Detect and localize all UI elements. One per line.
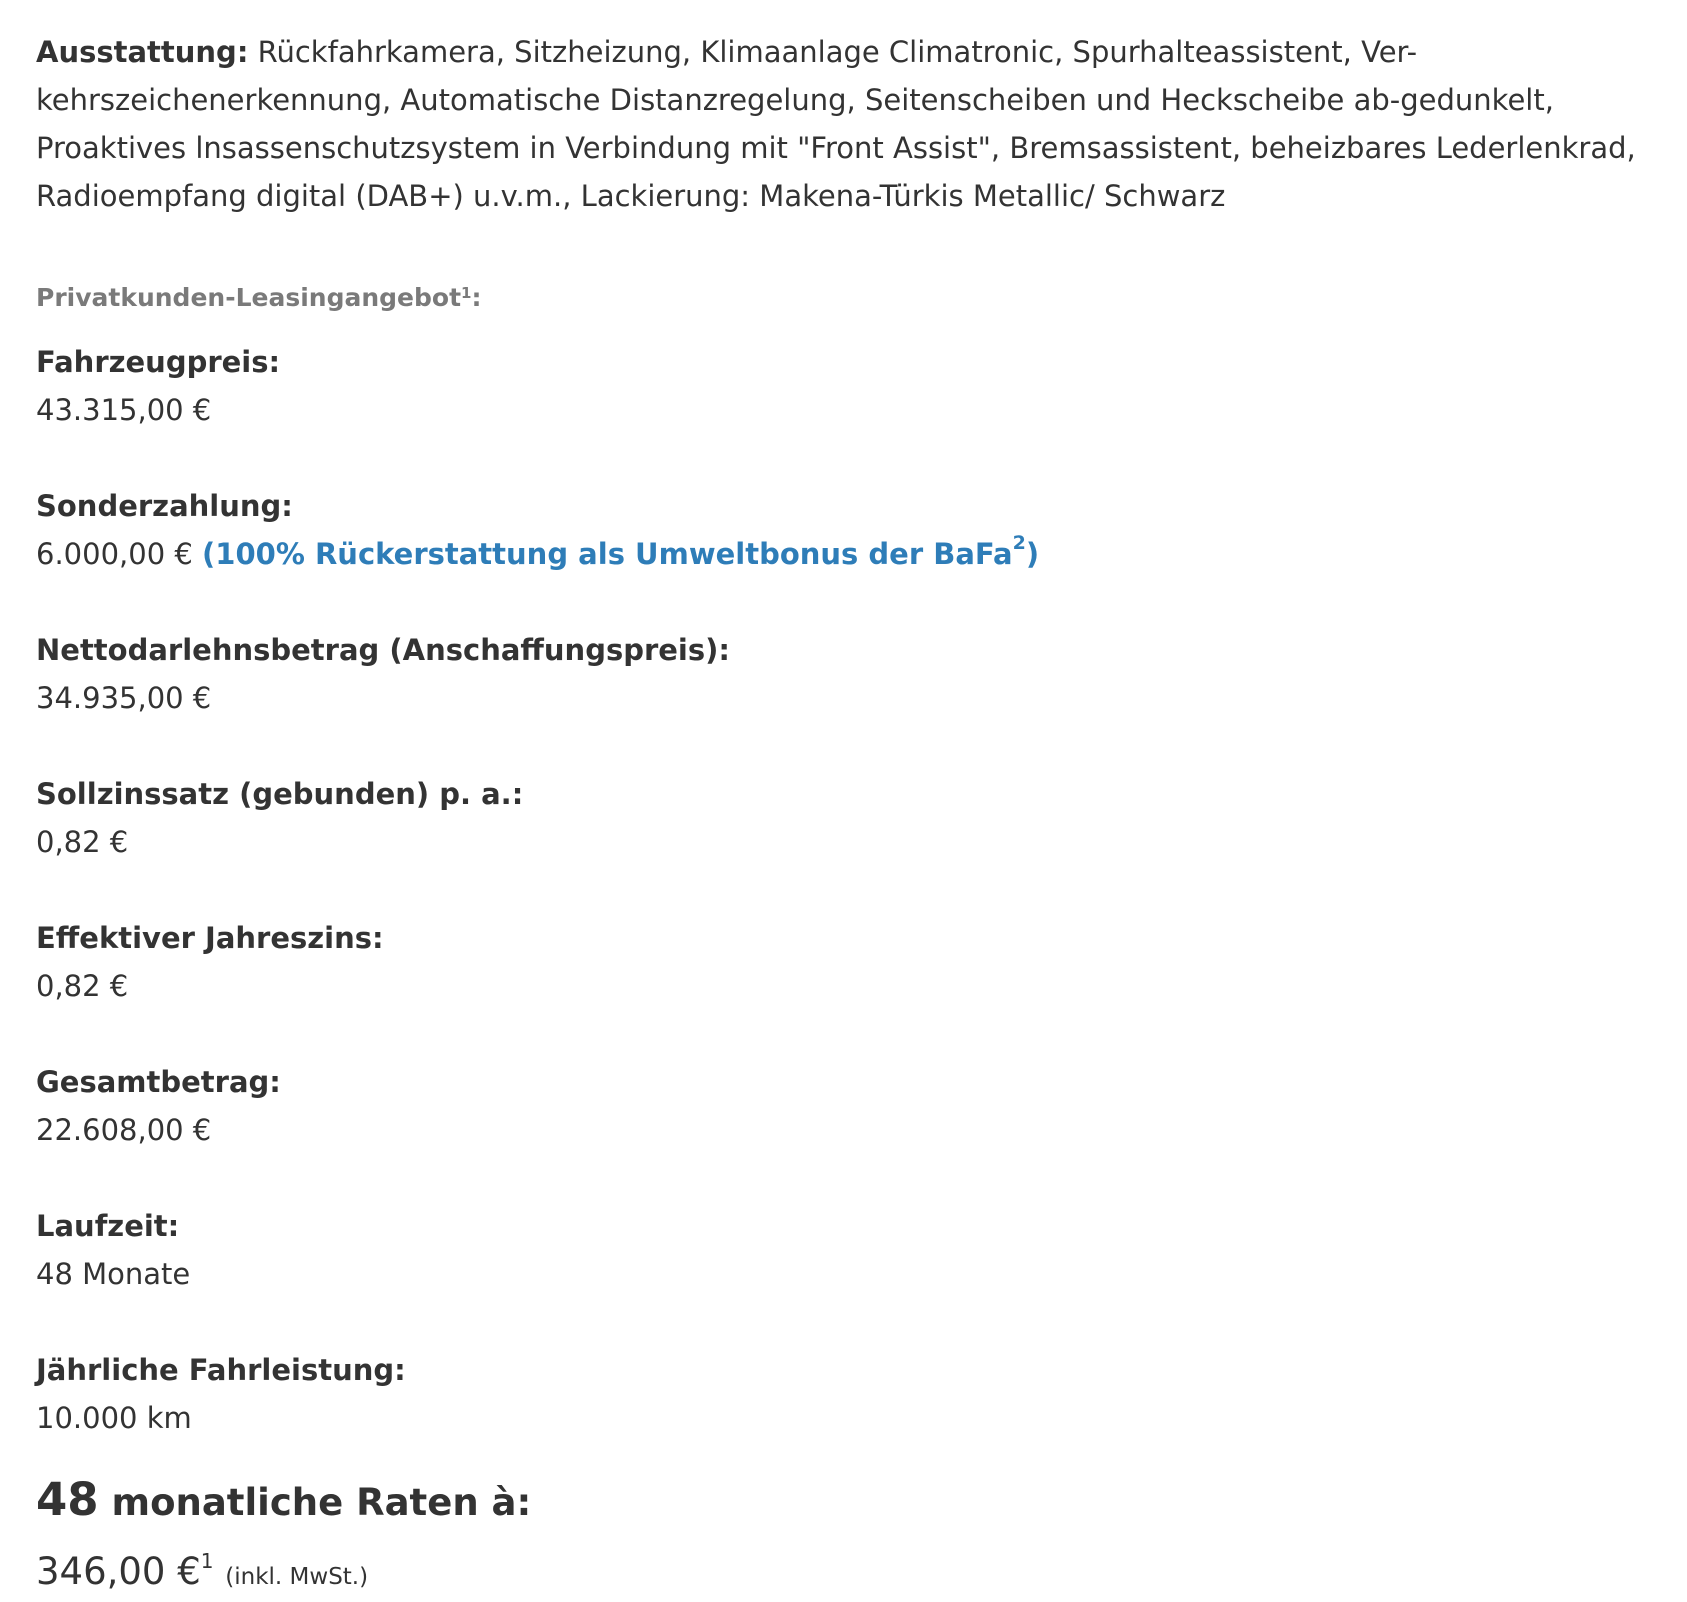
field-label: Jährliche Fahrleistung: — [36, 1353, 406, 1387]
field-value: 0,82 € — [36, 969, 129, 1003]
field-label: Fahrzeugpreis: — [36, 345, 281, 379]
field-value: 34.935,00 € — [36, 681, 212, 715]
bonus-link-close: ) — [1025, 537, 1040, 571]
offer-heading-footnote: 1 — [461, 284, 472, 302]
field-value: 6.000,00 € — [36, 537, 193, 571]
field-annual-mileage — [36, 1346, 1666, 1442]
offer-heading-colon: : — [471, 283, 482, 312]
offer-heading — [36, 282, 1666, 314]
rates-title-text: monatliche Raten à: — [111, 1481, 532, 1524]
field-label: Sollzinssatz (gebunden) p. a.: — [36, 777, 524, 811]
offer-heading-text: Privatkunden-Leasingangebot — [36, 283, 462, 312]
monthly-rate-value: 346,00 € — [36, 1550, 201, 1593]
equipment-text: Rückfahrkamera, Sitzheizung, Klimaanlage Climatronic, Spurhalteassistent, Ver-kehrszeichenerkennung, Automatische Distanzregelung, Seitenscheiben und Heckscheibe ab-gedunkelt, Proaktives lnsassenschutzsystem in Verbindung mit "Front Assist", Bremsassistent, beheizbares Lederlenkrad, Radioempfang digital (DAB+) u.v.m., Lackierung: Makena-Türkis Metallic/ Schwarz — [36, 35, 1636, 213]
bonus-footnote: 2 — [1012, 532, 1026, 554]
rates-count: 48 — [36, 1473, 99, 1526]
field-value-row — [36, 530, 1666, 578]
field-down-payment — [36, 482, 1666, 578]
monthly-rates-heading — [36, 1474, 1666, 1529]
field-value: 43.315,00 € — [36, 393, 212, 427]
bonus-link-text: (100% Rückerstattung als Umweltbonus der BaFa — [202, 537, 1013, 571]
field-label: Gesamtbetrag: — [36, 1065, 281, 1099]
field-effective-rate — [36, 914, 1666, 1010]
vat-note: (inkl. MwSt.) — [225, 1564, 369, 1590]
field-label: Laufzeit: — [36, 1209, 180, 1243]
field-label: Effektiver Jahreszins: — [36, 921, 384, 955]
field-value: 48 Monate — [36, 1257, 191, 1291]
field-vehicle-price — [36, 338, 1666, 434]
monthly-rate-footnote: 1 — [200, 1549, 214, 1573]
field-value: 22.608,00 € — [36, 1113, 212, 1147]
field-borrowing-rate — [36, 770, 1666, 866]
field-value: 10.000 km — [36, 1401, 192, 1435]
field-label: Sonderzahlung: — [36, 489, 293, 523]
field-label: Nettodarlehnsbetrag (Anschaffungspreis): — [36, 633, 730, 667]
field-term — [36, 1202, 1666, 1298]
equipment-label: Ausstattung: — [36, 35, 249, 69]
field-value: 0,82 € — [36, 825, 129, 859]
field-net-loan — [36, 626, 1666, 722]
equipment-paragraph — [36, 28, 1666, 220]
monthly-rate — [36, 1547, 1666, 1602]
environmental-bonus-link[interactable] — [202, 532, 1040, 571]
field-total-amount — [36, 1058, 1666, 1154]
